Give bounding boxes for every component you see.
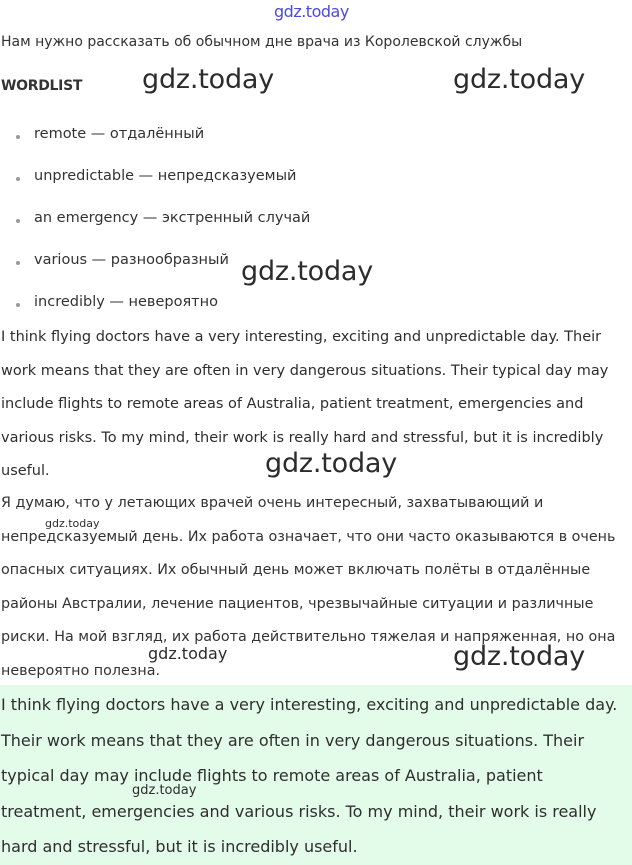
- wordlist-item-text: various — разнообразный: [34, 252, 229, 268]
- bullet-icon: [16, 177, 20, 181]
- bullet-icon: [16, 219, 20, 223]
- watermark: gdz.today: [45, 517, 100, 530]
- site-logo: gdz.today: [274, 2, 349, 21]
- task-title: Нам нужно рассказать об обычном дне врача из Королевской службы: [1, 34, 523, 50]
- watermark: gdz.today: [265, 448, 398, 479]
- wordlist-item-text: an emergency — экстренный случай: [34, 210, 311, 226]
- bullet-icon: [16, 135, 20, 139]
- bullet-icon: [16, 261, 20, 265]
- answer-russian-translation: Я думаю, что у летающих врачей очень интересный, захватывающий и непредсказуемый день. Их работа означает, что они часто оказываются в очень опасных ситуациях. Их обычный день может включать полёты в отдалённые районы Австралии, лечение пациентов, чрезвычайные ситуации и различные риски. На мой взгляд, их работа действительно тяжелая и напряженная, но она невероятно полезна.: [1, 495, 616, 679]
- bullet-icon: [16, 303, 20, 307]
- wordlist-item: [14, 168, 310, 210]
- wordlist-heading: WORDLIST: [1, 78, 83, 94]
- watermark: gdz.today: [132, 783, 197, 798]
- wordlist-item: [14, 252, 310, 294]
- watermark: gdz.today: [148, 644, 228, 663]
- wordlist-item-text: incredibly — невероятно: [34, 294, 218, 310]
- wordlist-item-text: remote — отдалённый: [34, 126, 205, 142]
- wordlist-item: [14, 210, 310, 252]
- wordlist-item: [14, 126, 310, 168]
- watermark: gdz.today: [453, 641, 586, 672]
- watermark: gdz.today: [453, 64, 586, 95]
- watermark: gdz.today: [142, 64, 275, 95]
- wordlist: [14, 126, 310, 336]
- wordlist-item-text: unpredictable — непредсказуемый: [34, 168, 297, 184]
- answer-highlighted: I think flying doctors have a very interesting, exciting and unpredictable day. Their work means that they are often in very dangerous situations. Their typical day may include flights to remote areas of Australia, patient treatment, emergencies and various risks. To my mind, their work is really hard and stressful, but it is incredibly useful.: [1, 695, 618, 856]
- answer-english: I think flying doctors have a very interesting, exciting and unpredictable day. Their work means that they are often in very dangerous situations. Their typical day may include flights to remote areas of Australia, patient treatment, emergencies and various risks. To my mind, their work is really hard and stressful, but it is incredibly useful.: [1, 329, 609, 479]
- watermark: gdz.today: [241, 256, 374, 287]
